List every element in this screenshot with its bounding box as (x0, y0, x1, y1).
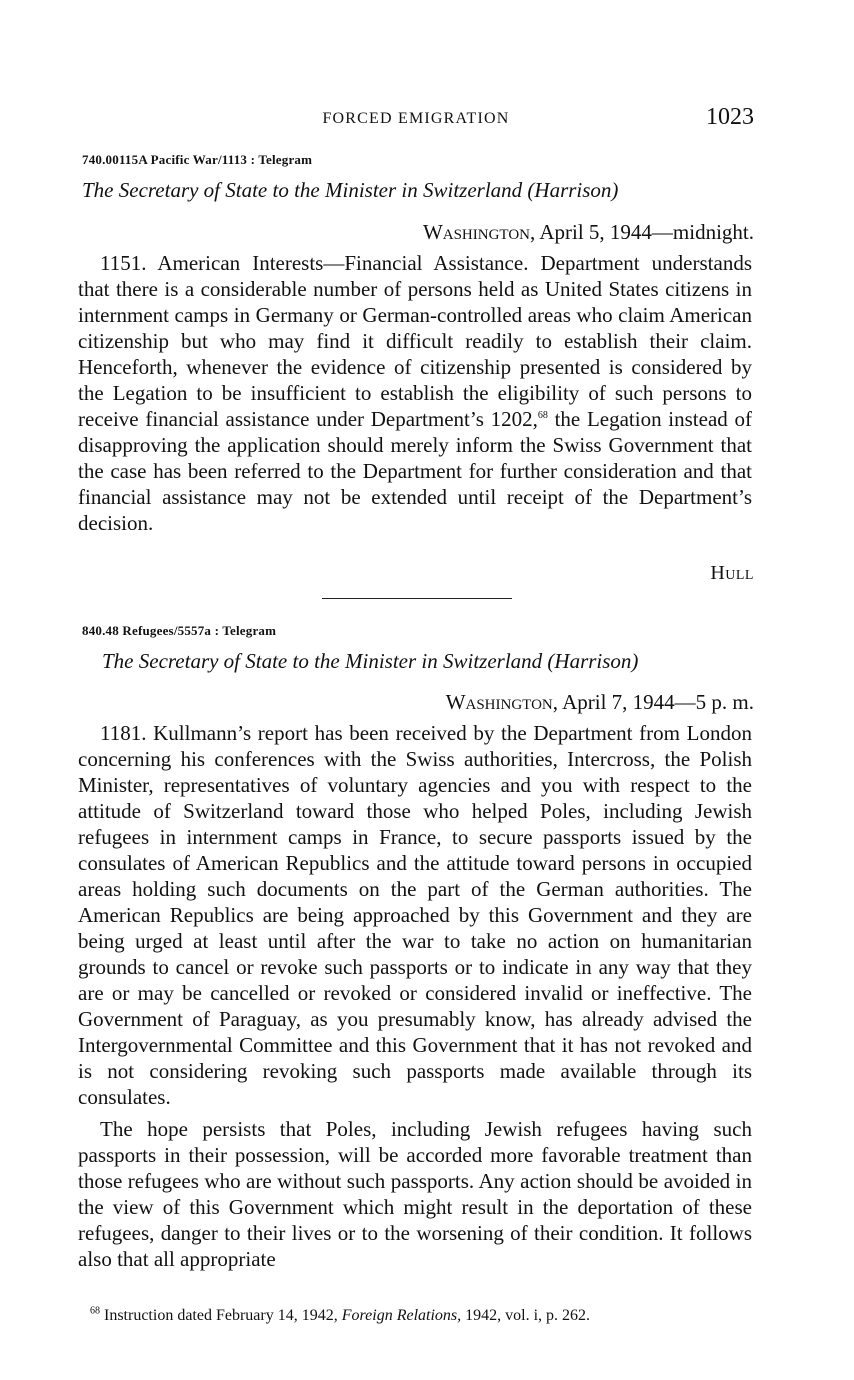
dateline-date: April 7, 1944—5 p. m. (562, 690, 754, 714)
body-text-segment: the Legation instead of disapproving the application should merely inform the Swiss Government that the case has been referred to the Department for further consideration and that financial assistance may not be extended until receipt of the Department’s decision. (78, 407, 752, 535)
body-paragraph-1: 1181. Kullmann’s report has been received by the Department from London concerning his conferences with the Swiss authorities, Intercross, the Polish Minister, representatives of voluntary agencies and you with respect to the attitude of Switzerland toward those who helped Poles, including Jewish refugees in internment camps in France, to secure passports issued by the consulates of American Republics and the attitude toward persons in occupied areas holding such documents on the part of the German authorities. The American Republics are being approached by this Government and they are being urged at least until after the war to take no action on humanitarian grounds to cancel or revoke such passports or to indicate in any way that they are or may be cancelled or revoked or considered invalid or ineffective. The Government of Paraguay, as you presumably know, has already advised the Intergovernmental Committee and this Government that it has not revoked and is not considering revoking such passports made available through its consulates. (78, 721, 752, 1109)
dateline-place: Washington, (445, 690, 558, 714)
body-paragraph-2: The hope persists that Poles, including Jewish refugees having such passports in their possession, will be accorded more favorable treatment than those refugees who are without such passports. Any action should be avoided in the view of this Government which might result in the deportation of these refugees, danger to their lives or to the worsening of their condition. It follows also that all appropriate (78, 1117, 752, 1271)
footnote-reference: 68 (537, 410, 548, 421)
dateline-1 (423, 220, 754, 245)
dateline-place: Washington, (422, 220, 536, 244)
document-body-1 (78, 250, 752, 536)
document-title-1: The Secretary of State to the Minister in Switzerland (Harrison) (82, 178, 619, 202)
dateline-2 (446, 690, 754, 715)
footnote-number: 68 (90, 1305, 100, 1317)
footnote-text-end: 1942, vol. i, p. 262. (461, 1307, 591, 1324)
document-title-2: The Secretary of State to the Minister in Switzerland (Harrison) (102, 649, 639, 673)
file-reference-2: 840.48 Refugees/5557a : Telegram (82, 623, 277, 638)
page-header (78, 104, 754, 136)
document-body-2 (78, 720, 752, 1272)
body-text-segment: 1151. American Interests—Financial Assistance. Department understands that there is a considerable number of persons held as United States citizens in internment camps in Germany or German-controlled areas who claim American citizenship but who may find it difficult readily to establish their claim. Henceforth, whenever the evidence of citizenship presented is considered by the Legation to be insufficient to establish the eligibility of such persons to receive financial assistance under Department’s 1202, (78, 251, 752, 431)
running-title: FORCED EMIGRATION (322, 110, 510, 127)
section-divider (322, 598, 512, 599)
dateline-date: April 5, 1944—midnight. (539, 220, 754, 244)
footnote-publication: Foreign Relations, (341, 1307, 462, 1324)
page-number: 1023 (706, 104, 754, 130)
footnote-text: Instruction dated February 14, 1942, (100, 1307, 342, 1324)
footnote (90, 1307, 590, 1325)
body-paragraph (78, 250, 752, 536)
signature: Hull (710, 562, 754, 584)
file-reference-1: 740.00115A Pacific War/1113 : Telegram (82, 152, 313, 167)
